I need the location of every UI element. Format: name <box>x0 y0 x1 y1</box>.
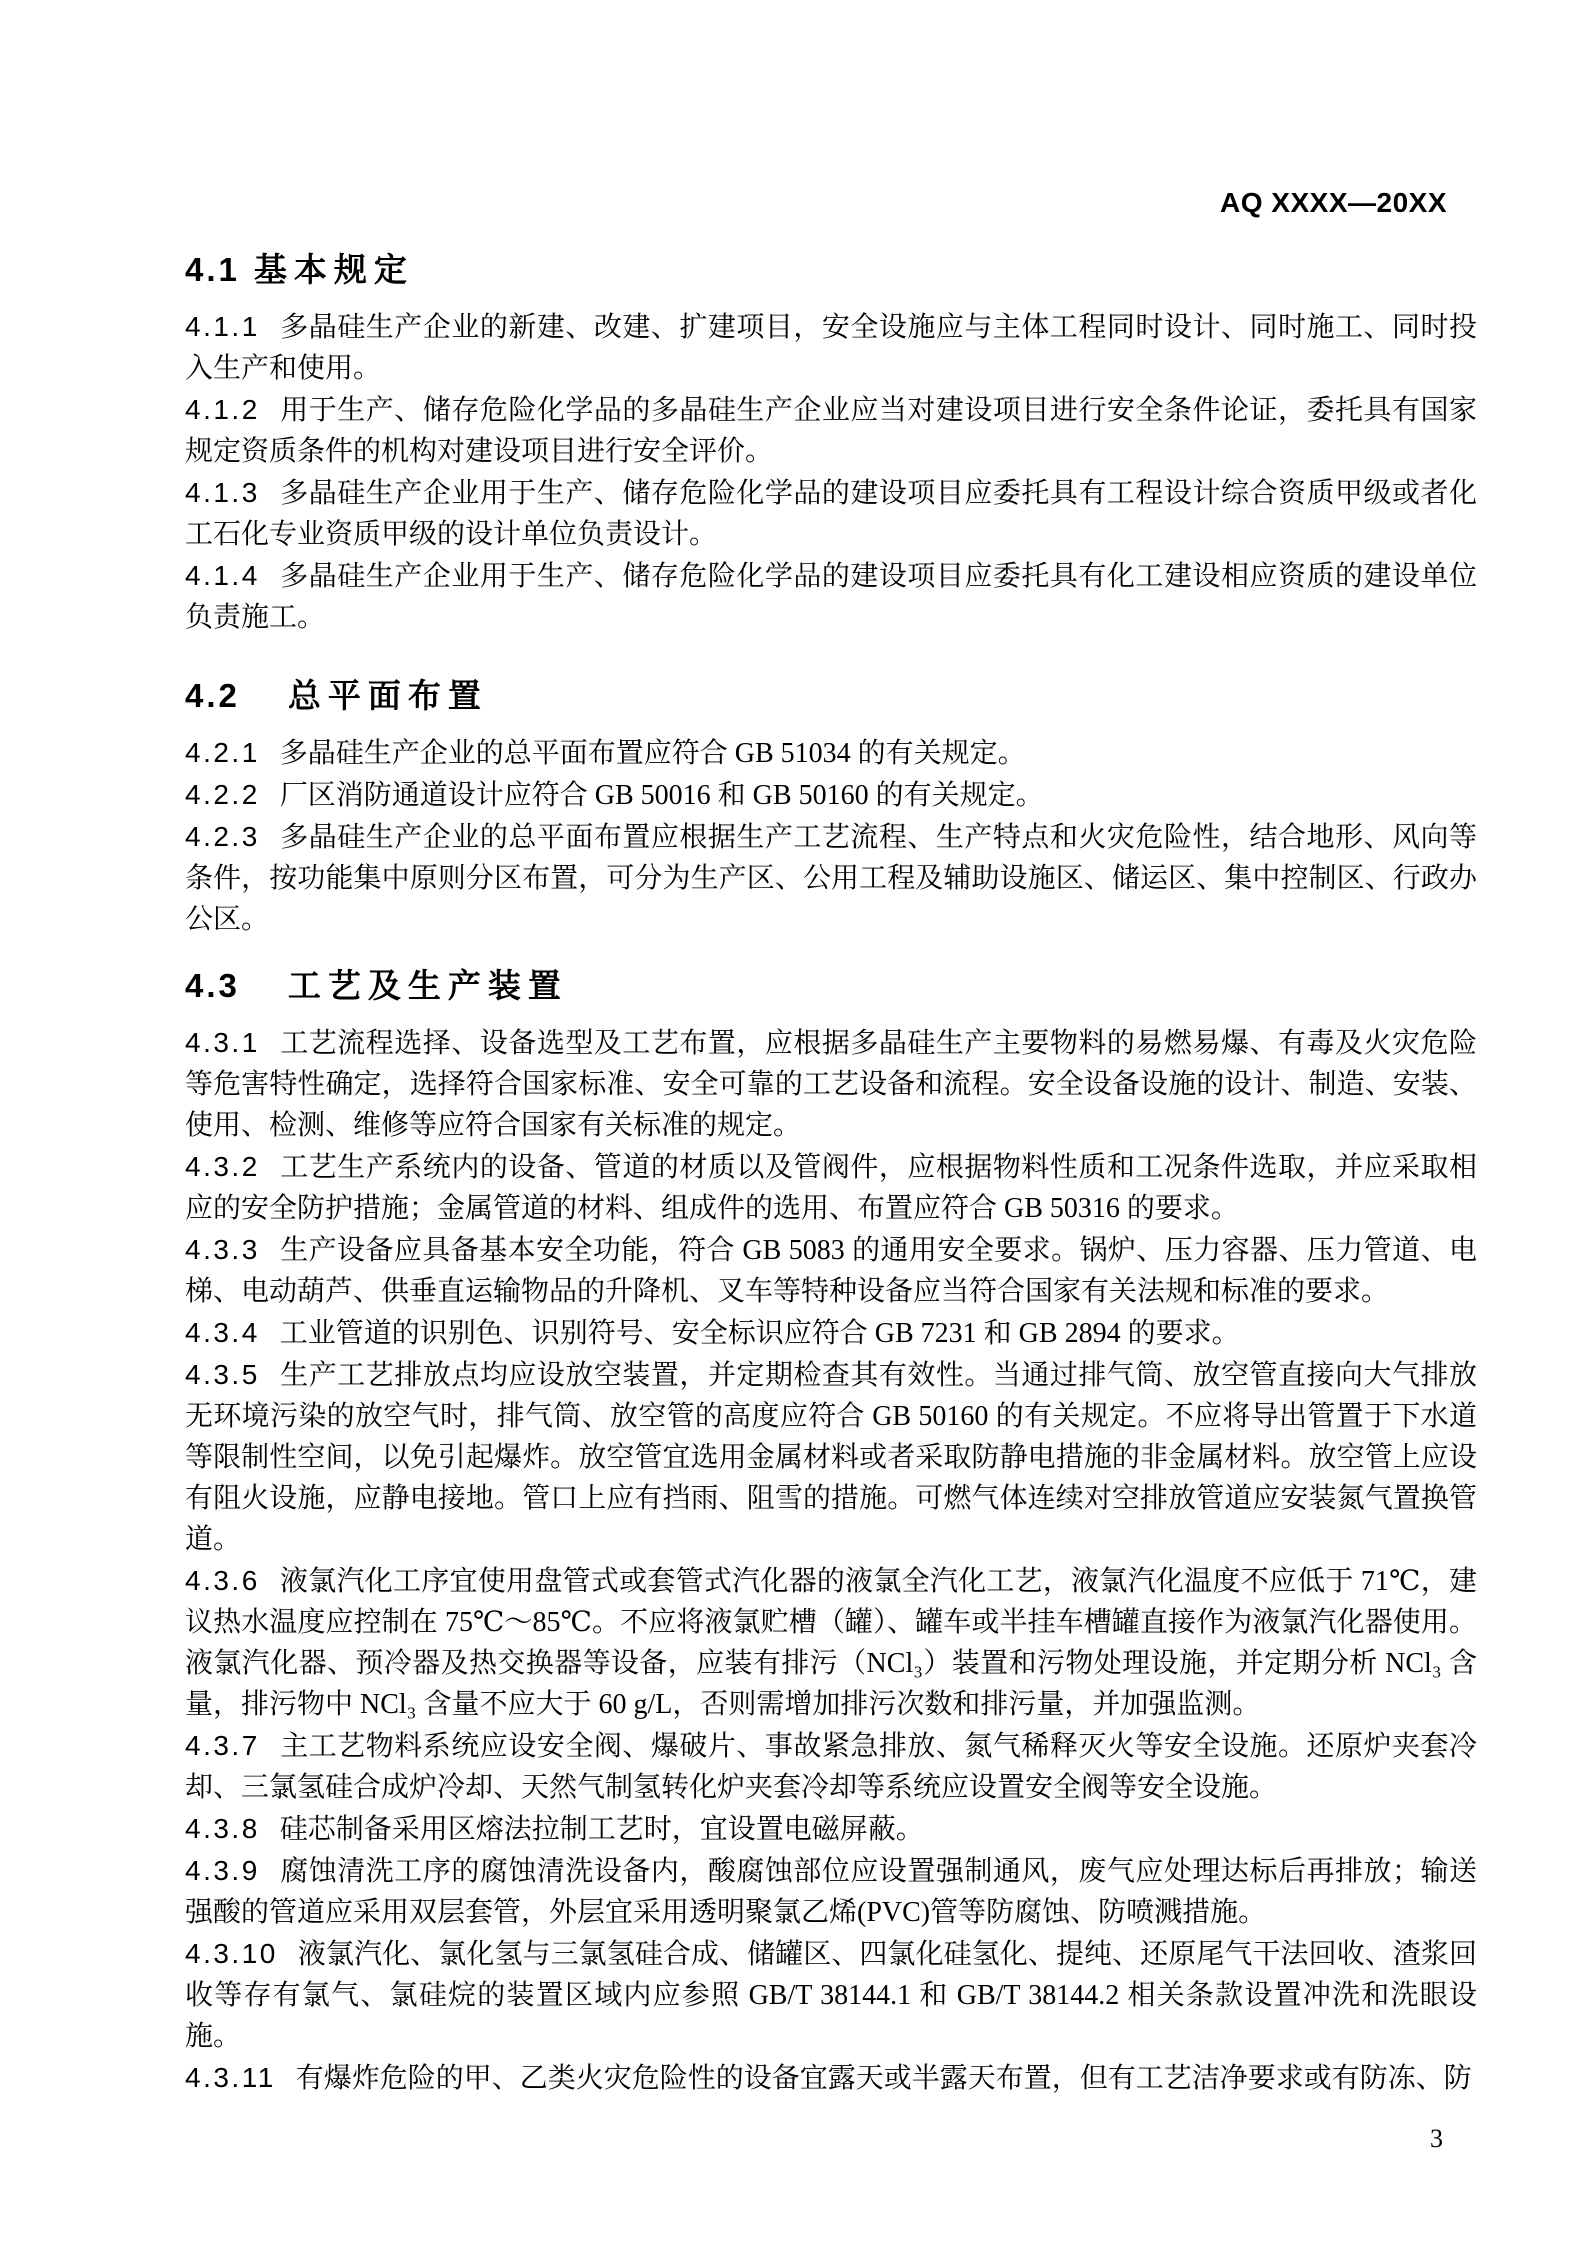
clause-4-3-8 <box>185 1808 1477 1850</box>
clause-number: 4.3.8 <box>185 1813 260 1844</box>
clause-number: 4.2.3 <box>185 821 260 852</box>
clause-4-3-1 <box>185 1022 1477 1146</box>
clause-number: 4.3.11 <box>185 2062 276 2093</box>
clause-text: 主工艺物料系统应设安全阀、爆破片、事故紧急排放、氮气稀释灭火等安全设施。还原炉夹套冷却、三氯氢硅合成炉冷却、天然气制氢转化炉夹套冷却等系统应设置安全阀等安全设施。 <box>185 1731 1477 1803</box>
clause-number: 4.3.10 <box>185 1938 278 1969</box>
clause-text: 多晶硅生产企业用于生产、储存危险化学品的建设项目应委托具有工程设计综合资质甲级或者化工石化专业资质甲级的设计单位负责设计。 <box>185 478 1477 550</box>
section-title: 总平面布置 <box>287 677 488 714</box>
clause-text: 工艺生产系统内的设备、管道的材质以及管阀件，应根据物料性质和工况条件选取，并应采取相应的安全防护措施；金属管道的材料、组成件的选用、布置应符合 GB 50316 的要求。 <box>185 1152 1477 1224</box>
clause-4-3-11 <box>185 2057 1477 2099</box>
clause-text: 腐蚀清洗工序的腐蚀清洗设备内，酸腐蚀部位应设置强制通风，废气应处理达标后再排放；输送强酸的管道应采用双层套管，外层宜采用透明聚氯乙烯(PVC)管等防腐蚀、防喷溅措施。 <box>185 1856 1477 1928</box>
clause-number: 4.1.1 <box>185 311 260 342</box>
clause-text: 硅芯制备采用区熔法拉制工艺时，宜设置电磁屏蔽。 <box>279 1814 924 1845</box>
clause-text: 多晶硅生产企业的总平面布置应符合 GB 51034 的有关规定。 <box>279 738 1026 769</box>
clause-4-3-7 <box>185 1725 1477 1808</box>
clause-text: 液氯汽化、氯化氢与三氯氢硅合成、储罐区、四氯化硅氢化、提纯、还原尾气干法回收、渣浆回收等存有氯气、氯硅烷的装置区域内应参照 GB/T 38144.1 和 GB/T 38144.2 相关条款设置冲洗和洗眼设施。 <box>185 1939 1477 2052</box>
clause-4-1-1 <box>185 306 1477 389</box>
clause-4-3-6 <box>185 1560 1477 1725</box>
clause-number: 4.3.9 <box>185 1855 260 1886</box>
clause-text: 生产设备应具备基本安全功能，符合 GB 5083 的通用安全要求。锅炉、压力容器、压力管道、电梯、电动葫芦、供垂直运输物品的升降机、叉车等特种设备应当符合国家有关法规和标准的要求。 <box>185 1235 1477 1307</box>
clause-text: 生产工艺排放点均应设放空装置，并定期检查其有效性。当通过排气筒、放空管直接向大气排放无环境污染的放空气时，排气筒、放空管的高度应符合 GB 50160 的有关规定。不应将导出管置于下水道等限制性空间，以免引起爆炸。放空管宜选用金属材料或者采取防静电措施的非金属材料。放空管上应设有阻火设施，应静电接地。管口上应有挡雨、阻雪的措施。可燃气体连续对空排放管道应安装氮气置换管道。 <box>185 1360 1477 1555</box>
clause-number: 4.3.1 <box>185 1027 260 1058</box>
clause-text: 多晶硅生产企业的总平面布置应根据生产工艺流程、生产特点和火灾危险性，结合地形、风向等条件，按功能集中原则分区布置，可分为生产区、公用工程及辅助设施区、储运区、集中控制区、行政办公区。 <box>185 822 1477 935</box>
page-header <box>185 0 1477 220</box>
clause-number: 4.3.5 <box>185 1359 260 1390</box>
clause-text: 用于生产、储存危险化学品的多晶硅生产企业应当对建设项目进行安全条件论证，委托具有国家规定资质条件的机构对建设项目进行安全评价。 <box>185 395 1477 467</box>
clause-number: 4.2.2 <box>185 779 260 810</box>
clause-number: 4.3.2 <box>185 1151 260 1182</box>
clause-number: 4.3.6 <box>185 1565 260 1596</box>
clause-4-1-4 <box>185 555 1477 638</box>
clause-number: 4.2.1 <box>185 737 260 768</box>
section-heading-4-2 <box>185 674 1477 718</box>
clause-number: 4.3.3 <box>185 1234 260 1265</box>
clause-4-1-2 <box>185 389 1477 472</box>
clause-4-2-3 <box>185 816 1477 940</box>
clause-number: 4.1.2 <box>185 394 260 425</box>
section-heading-4-1 <box>185 248 1477 292</box>
clause-number: 4.1.3 <box>185 477 260 508</box>
clause-text: 工业管道的识别色、识别符号、安全标识应符合 GB 7231 和 GB 2894 的要求。 <box>279 1318 1240 1349</box>
clause-number: 4.3.4 <box>185 1317 260 1348</box>
clause-4-3-3 <box>185 1229 1477 1312</box>
clause-4-3-2 <box>185 1146 1477 1229</box>
clause-text: 多晶硅生产企业的新建、改建、扩建项目，安全设施应与主体工程同时设计、同时施工、同时投入生产和使用。 <box>185 312 1477 384</box>
clause-4-3-9 <box>185 1850 1477 1933</box>
clause-text: 液氯汽化工序宜使用盘管式或套管式汽化器的液氯全汽化工艺，液氯汽化温度不应低于 71℃，建议热水温度应控制在 75℃～85℃。不应将液氯贮槽（罐）、罐车或半挂车槽罐直接作为液氯汽化器使用。液氯汽化器、预冷器及热交换器等设备，应装有排污（NCl₃）装置和污物处理设施，并定期分析 NCl₃ 含量，排污物中 NCl₃ 含量不应大于 60 g/L，否则需增加排污次数和排污量，并加强监测。 <box>185 1566 1477 1720</box>
clause-text: 工艺流程选择、设备选型及工艺布置，应根据多晶硅生产主要物料的易燃易爆、有毒及火灾危险等危害特性确定，选择符合国家标准、安全可靠的工艺设备和流程。安全设备设施的设计、制造、安装、使用、检测、维修等应符合国家有关标准的规定。 <box>185 1028 1477 1141</box>
clause-text: 多晶硅生产企业用于生产、储存危险化学品的建设项目应委托具有化工建设相应资质的建设单位负责施工。 <box>185 561 1477 633</box>
clause-4-1-3 <box>185 472 1477 555</box>
clause-text: 有爆炸危险的甲、乙类火灾危险性的设备宜露天或半露天布置，但有工艺洁净要求或有防冻、防 <box>295 2063 1472 2094</box>
page-number: 3 <box>1430 2124 1443 2153</box>
section-number: 4.3 <box>185 967 240 1004</box>
clause-number: 4.1.4 <box>185 560 260 591</box>
clause-4-2-1 <box>185 732 1477 774</box>
section-title: 工艺及生产装置 <box>287 967 568 1004</box>
section-heading-4-3 <box>185 964 1477 1008</box>
page-footer <box>185 2119 1477 2159</box>
standard-code: AQ XXXX—20XX <box>1220 187 1447 218</box>
section-number: 4.2 <box>185 677 240 714</box>
section-title: 基本规定 <box>253 251 414 288</box>
clause-4-2-2 <box>185 774 1477 816</box>
document-body <box>185 0 1477 2159</box>
clause-4-3-5 <box>185 1354 1477 1560</box>
clause-text: 厂区消防通道设计应符合 GB 50016 和 GB 50160 的有关规定。 <box>279 780 1044 811</box>
section-number: 4.1 <box>185 251 240 288</box>
clause-number: 4.3.7 <box>185 1730 260 1761</box>
clause-4-3-4 <box>185 1312 1477 1354</box>
clause-4-3-10 <box>185 1933 1477 2057</box>
